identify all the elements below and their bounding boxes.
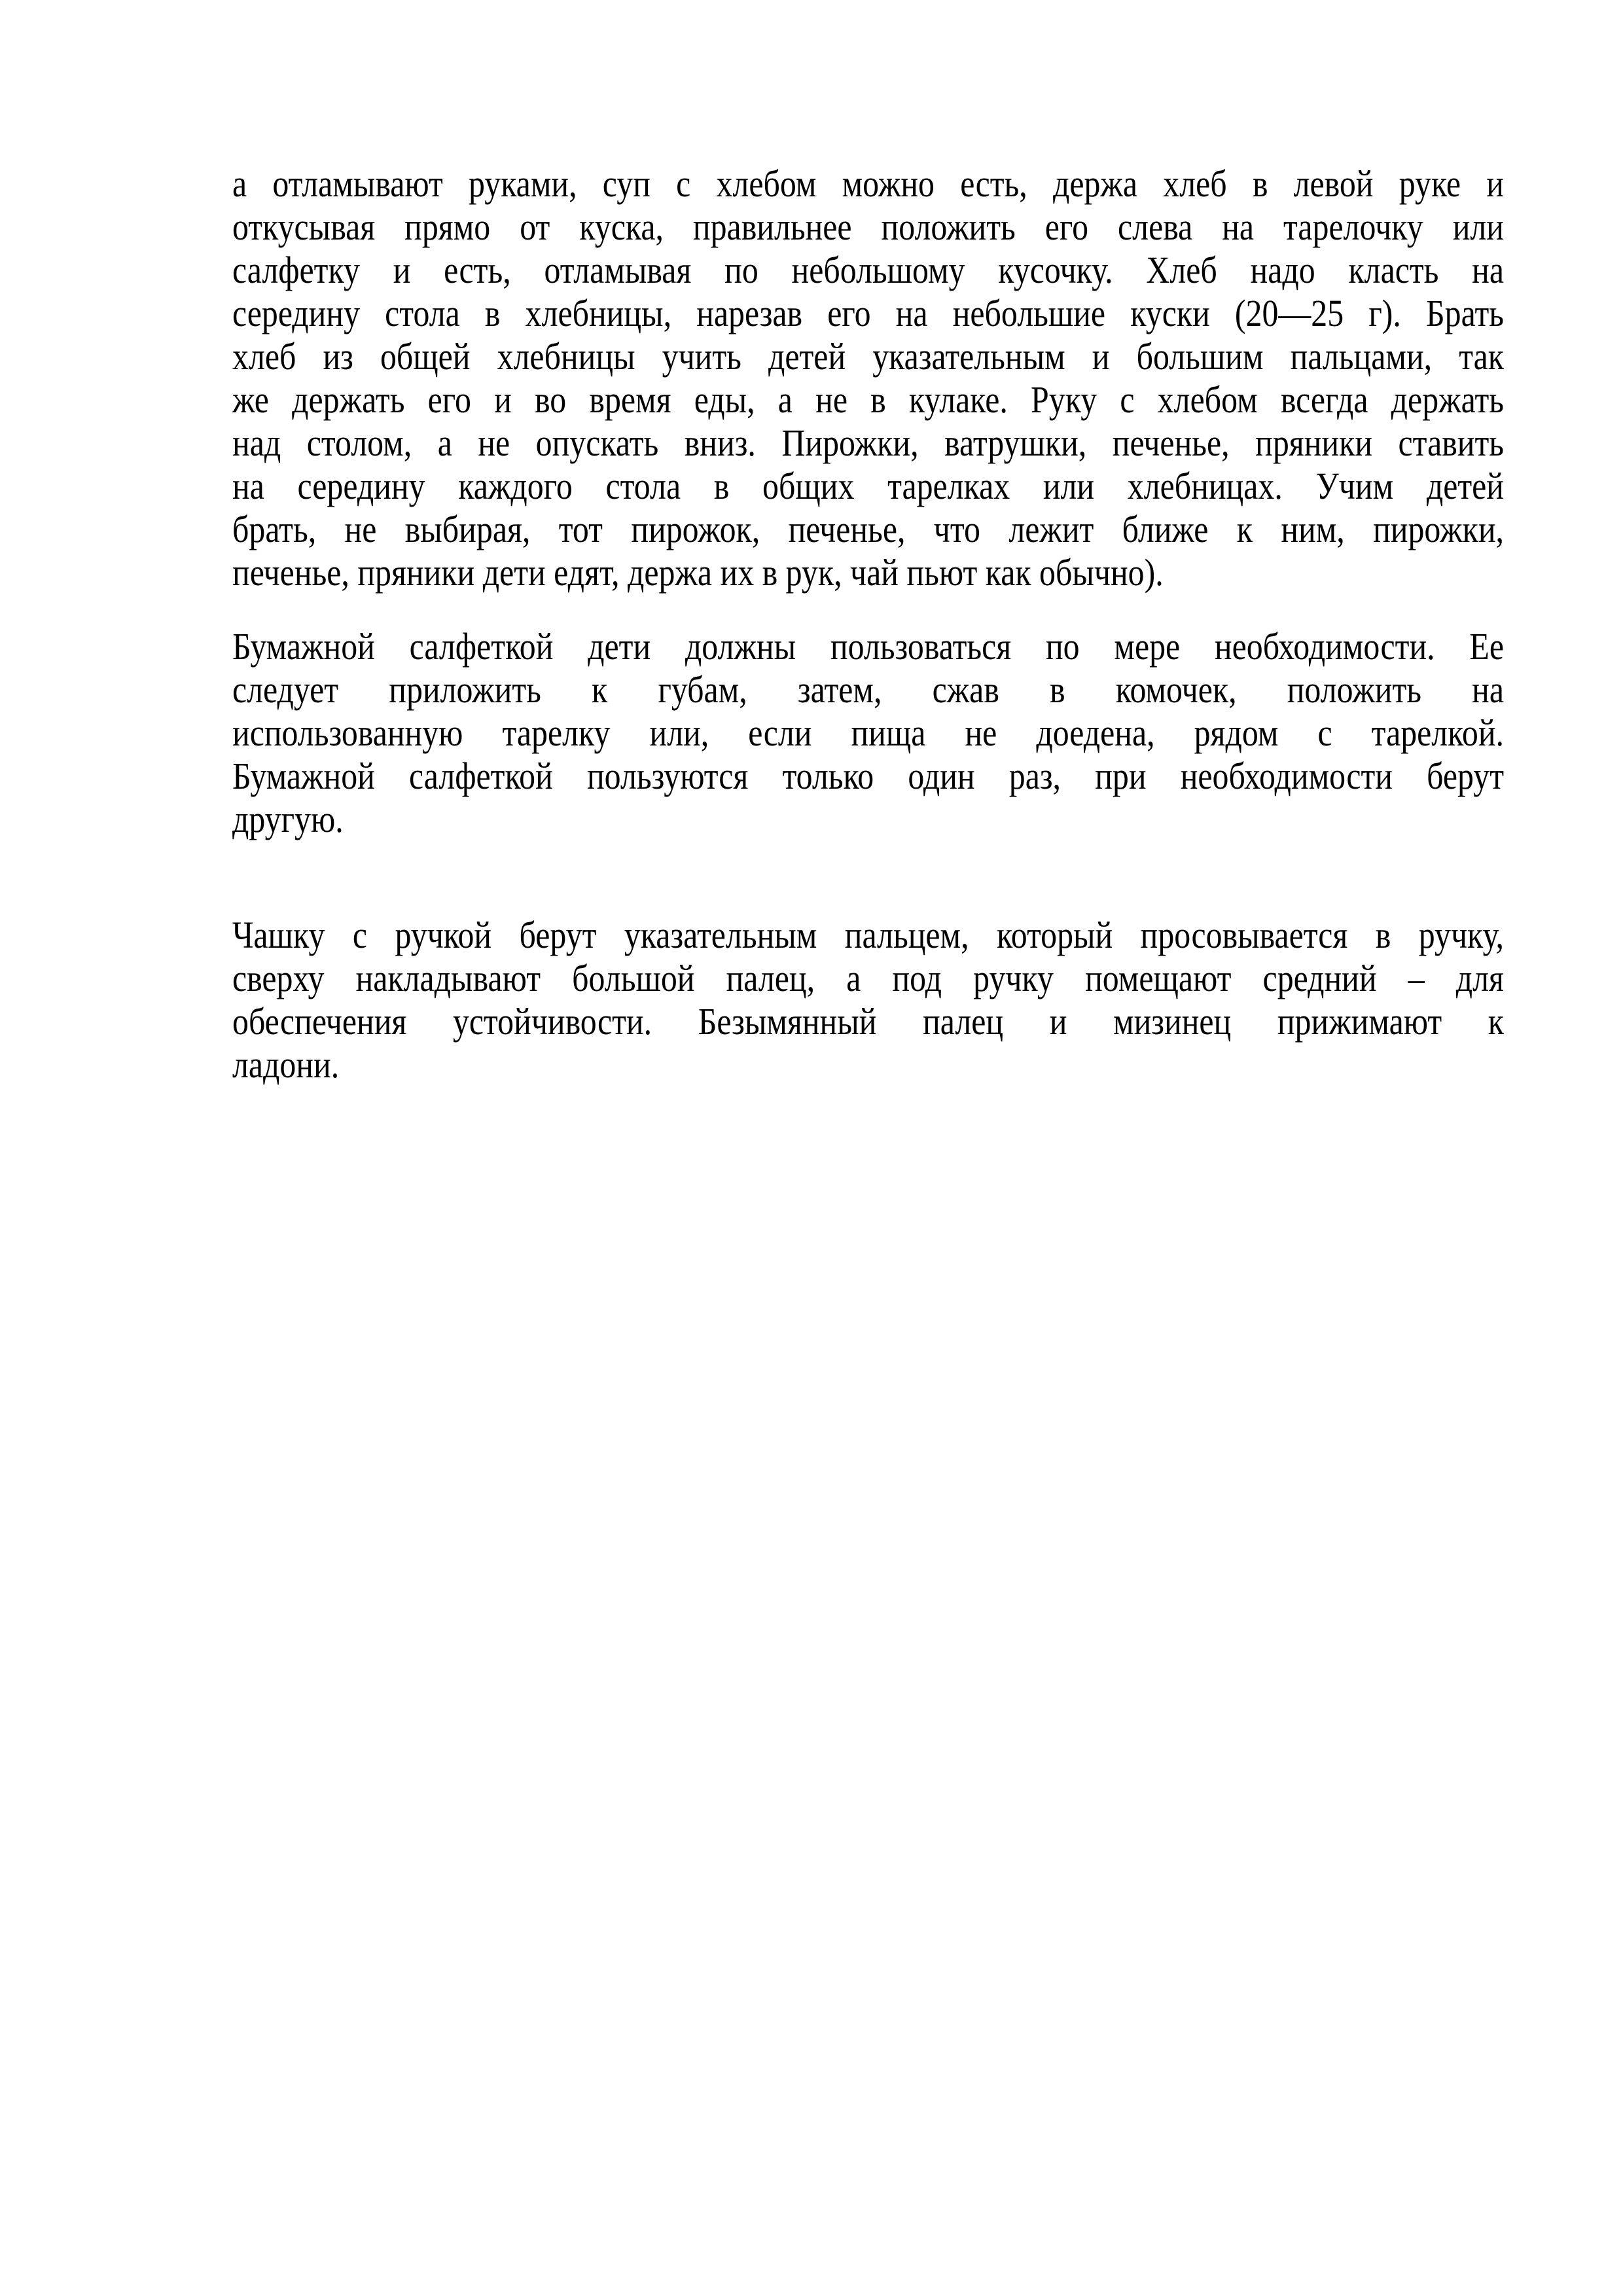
text-line: салфетку и есть, отламывая по небольшому кусочку. Хлеб надо класть на [232,249,1504,291]
paragraph-paper-napkin [232,625,1504,841]
text-line: печенье, пряники дети едят, держа их в рук, чай пьют как обычно). [232,551,1164,594]
text-line: Чашку с ручкой берут указательным пальцем, который просовывается в ручку, [232,914,1504,956]
text-line: Бумажной салфеткой пользуются только один раз, при необходимости берут [232,755,1504,797]
text-line: откусывая прямо от куска, правильнее положить его слева на тарелочку или [232,206,1504,248]
text-line: хлеб из общей хлебницы учить детей указательным и большим пальцами, так [232,335,1504,378]
text-line: брать, не выбирая, тот пирожок, печенье, что лежит ближе к ним, пирожки, [232,508,1504,550]
text-line: на середину каждого стола в общих тарелках или хлебницах. Учим детей [232,465,1504,507]
text-line: другую. [232,798,344,840]
text-line: а отламывают руками, суп с хлебом можно есть, держа хлеб в левой руке и [232,162,1504,205]
text-line: обеспечения устойчивости. Безымянный палец и мизинец прижимают к [232,1000,1504,1043]
paragraph-cup-handling [232,914,1504,1086]
text-line: Бумажной салфеткой дети должны пользоваться по мере необходимости. Ее [232,625,1504,668]
text-line: же держать его и во время еды, а не в кулаке. Руку с хлебом всегда держать [232,378,1504,421]
text-line: середину стола в хлебницы, нарезав его на небольшие куски (20—25 г). Брать [232,292,1504,334]
text-line: следует приложить к губам, затем, сжав в комочек, положить на [232,668,1504,711]
text-line: над столом, а не опускать вниз. Пирожки, ватрушки, печенье, пряники ставить [232,422,1504,464]
text-line: использованную тарелку или, если пища не доедена, рядом с тарелкой. [232,711,1504,754]
paragraph-bread-etiquette [232,162,1504,594]
text-line: ладони. [232,1043,340,1086]
text-line: сверху накладывают большой палец, а под ручку помещают средний – для [232,957,1504,999]
